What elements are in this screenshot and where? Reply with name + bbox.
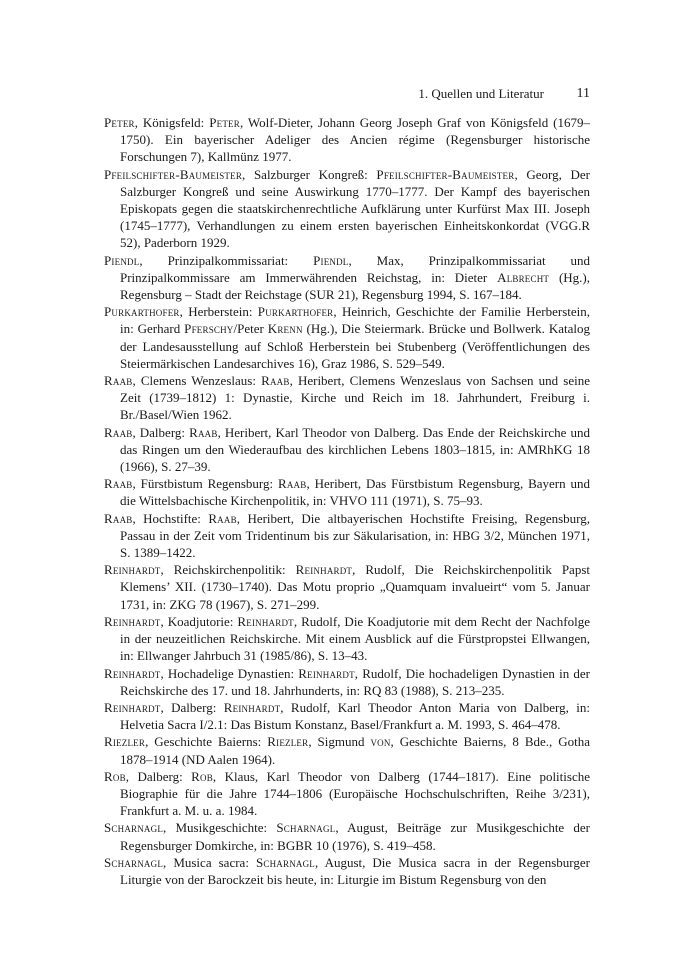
entry-text: , Rudolf, Die Koadjutorie mit dem Recht der Nachfolge in der neuzeitlichen Reichskirche. Mit einem Ausblick auf die Fürstpropstei Ellwangen, in: Ellwanger Jahrbuch 31 (1985/86), S. 13–43. (120, 613, 590, 664)
entry-text: , Max, Prinzipalkommissariat und Prinzipalkommissare am Immerwährenden Reichstag, in: Dieter (120, 252, 591, 285)
author-name: Reinhardt (295, 562, 353, 578)
bibliography-entry (104, 252, 590, 304)
author-name: Reinhardt (104, 699, 161, 715)
entry-text: , Klaus, Karl Theodor von Dalberg (1744–1817). Eine politische Biographie für die Jahre 1744–1806 (Europäische Hochschulschriften, Reihe 3/231), Frankfurt a. M. u. a. 1984. (120, 768, 590, 819)
bibliography-entry (104, 768, 590, 820)
author-name: Scharnagl (104, 820, 164, 836)
author-name: Piendl (104, 252, 140, 268)
entry-text: , Dalberg: (160, 699, 224, 715)
author-name: Pferschy (184, 321, 234, 337)
entry-text: , Clemens Wenzeslaus: (132, 373, 262, 389)
author-name: Rob (104, 768, 126, 784)
author-name: Krenn (267, 321, 303, 337)
page-number: 11 (576, 86, 590, 101)
entry-text: , Dalberg: (125, 768, 192, 784)
bibliography-entry (104, 303, 590, 372)
author-name: Scharnagl (276, 820, 336, 836)
bibliography-entry (104, 854, 590, 888)
author-name: Raab (208, 510, 237, 526)
author-name: von (370, 734, 391, 750)
author-name: Albrecht (497, 269, 550, 285)
bibliography-entry (104, 372, 590, 424)
entry-text: , Georg, Der Salzburger Kongreß und seine Auswirkung 1770–1777. Der Kampf des bayerischen Episkopats gegen die staatskirchenrechtliche Aufklärung unter Kurfürst Max III. Joseph (1745–1777), Verhandlungen zu einem ersten bayerischen Einheitskonkordat (VGG.R 52), Paderborn 1929. (120, 166, 590, 251)
entry-text: , Geschichte Baierns: (145, 734, 268, 750)
bibliography-entry (104, 114, 590, 166)
author-name: Raab (104, 476, 133, 492)
entry-text: , Prinzipalkommissariat: (139, 252, 314, 268)
author-name: Pfeilschifter-Baumeister (376, 166, 515, 182)
bibliography-entry (104, 699, 590, 733)
author-name: Peter (209, 115, 240, 130)
bibliography-entry (104, 613, 590, 665)
author-name: Raab (104, 424, 133, 440)
bibliography-entry (104, 166, 590, 252)
author-name: Reinhardt (298, 665, 355, 681)
entry-text: (Hg.), Regensburg – Stadt der Reichstage (SUR 21), Regensburg 1994, S. 167–184. (120, 269, 590, 303)
bibliography-list (104, 114, 590, 888)
bibliography-entry (104, 561, 590, 613)
entry-text: , Rudolf, Karl Theodor Anton Maria von Dalberg, in: Helvetia Sacra I/2.1: Das Bistum Konstanz, Basel/Frankfurt a. M. 1993, S. 464–478. (120, 699, 590, 733)
author-name: Rob (191, 768, 213, 784)
entry-text: , August, Beiträge zur Musikgeschichte der Regensburger Domkirche, in: BGBR 10 (1976), S. 419–458. (120, 820, 590, 853)
entry-text: , Musica sacra: (163, 854, 256, 870)
author-name: Reinhardt (237, 613, 294, 629)
author-name: Raab (189, 424, 218, 440)
entry-text: , Heribert, Clemens Wenzeslaus von Sachsen und seine Zeit (1739–1812) 1: Dynastie, Kirche und Reich im 18. Jahrhundert, Freiburg i. Br./Basel/Wien 1962. (120, 373, 590, 423)
bibliography-entry (104, 733, 590, 767)
author-name: Reinhardt (223, 699, 281, 715)
author-name: Purkarthofer (104, 304, 180, 320)
author-name: Raab (104, 510, 133, 526)
entry-text: , Rudolf, Die hochadeligen Dynastien in der Reichskirche des 17. und 18. Jahrhunderts, in: RQ 83 (1988), S. 213–235. (120, 665, 590, 698)
entry-text: , Herberstein: (179, 304, 258, 320)
author-name: Scharnagl (255, 854, 315, 870)
author-name: Raab (104, 373, 133, 389)
author-name: Scharnagl (104, 854, 164, 870)
running-title: 1. Quellen und Literatur (418, 86, 544, 101)
author-name: Purkarthofer (257, 304, 334, 320)
entry-text: , Heribert, Karl Theodor von Dalberg. Das Ende der Reichskirche und das Ringen um den Wiederaufbau des kirchlichen Lebens 1803–1815, in: AMRhKG 18 (1966), S. 27–39. (120, 424, 590, 475)
author-name: Pfeilschifter-Baumeister (104, 166, 243, 182)
bibliography-entry (104, 665, 590, 699)
author-name: Riezler (267, 734, 309, 750)
author-name: Reinhardt (104, 613, 161, 629)
author-name: Reinhardt (104, 665, 161, 681)
entry-text: , Fürstbistum Regensburg: (132, 476, 278, 492)
entry-text: , Königsfeld: (134, 115, 210, 130)
entry-text: , Hochstifte: (132, 510, 209, 526)
author-name: Reinhardt (104, 562, 161, 578)
author-name: Peter (104, 115, 135, 130)
entry-text: , Geschichte Baierns, 8 Bde., Gotha 1878–1914 (ND Aalen 1964). (120, 734, 590, 767)
entry-text: , Reichskirchenpolitik: (160, 562, 296, 578)
bibliography-entry (104, 475, 590, 509)
entry-text: , Heribert, Die altbayerischen Hochstifte Freising, Regensburg, Passau in der Zeit vom Tridentinum bis zur Säkularisation, in: HBG 3/2, München 1971, S. 1389–1422. (120, 510, 590, 561)
author-name: Raab (261, 373, 290, 389)
entry-text: (Hg.), Die Steiermark. Brücke und Bollwerk. Katalog der Landesausstellung auf Schloß Herberstein bei Stubenberg (Veröffentlichungen des Steiermärkischen Landesarchives 16), Graz 1986, S. 529–549. (120, 321, 590, 371)
entry-text: , Salzburger Kongreß: (242, 166, 377, 182)
entry-text: /Peter (233, 321, 268, 337)
entry-text: , August, Die Musica sacra in der Regensburger Liturgie von der Barockzeit bis heute, in: Liturgie im Bistum Regensburg von den (120, 854, 590, 887)
author-name: Riezler (104, 734, 146, 750)
entry-text: , Heribert, Das Fürstbistum Regensburg, Bayern und die Wittelsbachische Kirchenpolitik, in: VHVO 111 (1971), S. 75–93. (120, 476, 590, 509)
bibliography-entry (104, 424, 590, 476)
entry-text: , Wolf-Dieter, Johann Georg Joseph Graf von Königsfeld (1679–1750). Ein bayerischer Adeliger des Ancien régime (Regensburger historische Forschungen 7), Kallmünz 1977. (120, 115, 590, 165)
entry-text: , Koadjutorie: (160, 613, 238, 629)
author-name: Piendl (313, 252, 349, 268)
entry-text: , Hochadelige Dynastien: (160, 665, 299, 681)
author-name: Raab (277, 476, 307, 492)
bibliography-entry (104, 819, 590, 853)
entry-text: , Rudolf, Die Reichskirchenpolitik Papst Klemens’ XII. (1730–1740). Das Motu proprio „Quamquam invalueirt“ vom 5. Januar 1731, in: ZKG 78 (1967), S. 271–299. (120, 562, 590, 612)
bibliography-entry (104, 510, 590, 562)
entry-text: , Sigmund (308, 734, 371, 750)
entry-text: , Heinrich, Geschichte der Familie Herberstein, in: Gerhard (120, 304, 590, 337)
entry-text: , Dalberg: (132, 424, 190, 440)
entry-text: , Musikgeschichte: (163, 820, 277, 836)
